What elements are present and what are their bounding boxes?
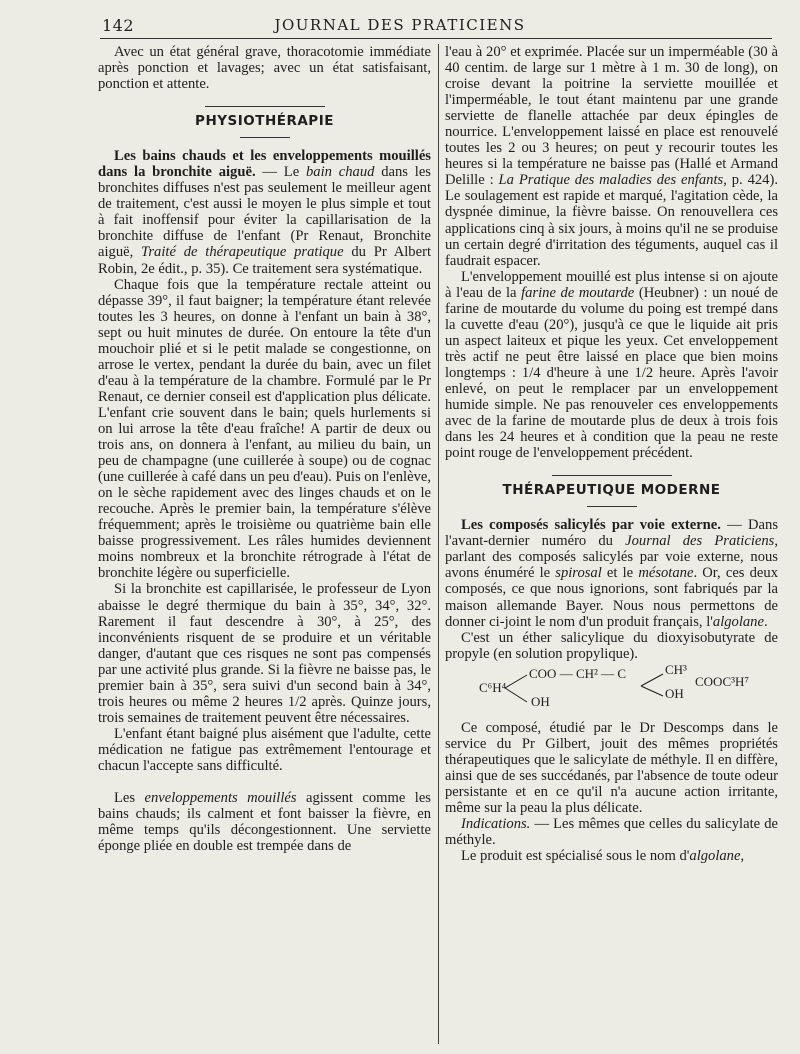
page-number: 142 bbox=[102, 16, 135, 35]
chemical-formula bbox=[445, 661, 778, 710]
section-heading-therapeutique-moderne: THÉRAPEUTIQUE MODERNE bbox=[502, 482, 721, 499]
column-divider bbox=[438, 44, 439, 1044]
article-title: Les composés salicylés par voie externe. bbox=[461, 517, 721, 534]
journal-title: JOURNAL DES PRATICIENS bbox=[274, 16, 526, 34]
article-paragraph: Le produit est spécialisé sous le nom d'algolane, bbox=[461, 848, 745, 865]
article-paragraph: Les composés salicylés par voie externe. — Dans l'avant-dernier numéro du Journal des Praticiens, parlant des composés salicylés par voie externe, nous avons énuméré le spirosal et le mésotane. Or, ces deux composés, ce que nous ignorions, sont fabriqués par la maison allemande Bayer. Nous nous permettons de donner ci-joint le nom d'un produit français, l'algolane. bbox=[445, 517, 779, 630]
intro-paragraph: Avec un état général grave, thoracotomie immédiate après ponction et lavages; avec un état satisfaisant, ponction et attente. bbox=[98, 44, 431, 93]
formula-ch3: CH³ bbox=[665, 661, 687, 677]
formula-chain: COO — CH² — C bbox=[529, 665, 627, 681]
formula-oh-upper: OH bbox=[665, 685, 684, 701]
article-title: Les bains chauds et les enveloppements mouillés dans la bronchite aiguë. bbox=[98, 148, 431, 181]
left-column bbox=[98, 44, 431, 854]
article-paragraph: C'est un éther salicylique du dioxyisobutyrate de propyle (en solution propylique). bbox=[445, 629, 778, 662]
article-paragraph: Ce composé, étudié par le Dr Descomps dans le service du Pr Gilbert, jouit des mêmes propriétés thérapeutiques que le salicylate de méthyle. Il en diffère, ainsi que de ses succédanés, par l'absence de toute odeur persistante et en ce qu'il n'a aucune action irritante, même sur la peau la plus délicate. bbox=[445, 719, 778, 816]
header-rule bbox=[100, 38, 772, 39]
article-paragraph: Chaque fois que la température rectale atteint ou dépasse 39°, il faut baigner; la température étant relevée toutes les 3 heures, on donne à l'enfant un bain à 38°, sept ou huit minutes de durée. On entoure la tête d'un mouchoir plié et si le petit malade se congestionne, on arrose le vertex, pendant la durée du bain, avec un filet d'eau à la température de la chambre. Formulé par le Pr Renaut, ce dernier conseil est d'application plus délicate. L'enfant crie souvent dans le bain; quels hurlements si on lui arrose la tête d'eau fraîche! A partir de deux ou trois ans, on donnera à l'enfant, au milieu du bain, un peu de champagne (une cuillerée à soupe) ou de cognac (une cuillerée à café dans un peu d'eau). Puis on l'enlève, on le sèche rapidement avec des linges chauds et on le recouche. Après le premier bain, la température s'élève fréquemment; après le troisième ou quatrième bain elle baisse progressivement. Les râles humides deviennent moins nombreux et la bronchite rétrograde à l'état de bronchite légère ou superficielle. bbox=[98, 276, 431, 582]
article-paragraph: L'enveloppement mouillé est plus intense si on ajoute à l'eau de la farine de moutarde (Heubner) : un noué de farine de moutarde du volume du poing est trempé dans la cuvette d'eau (20°), jusqu'à ce que le liquide ait pris un aspect laiteux et pique les yeux. Cet enveloppement très actif ne peut être laissé en place que bien moins longtemps : 1/4 d'heure à une 1/2 heure. Après l'avoir enlevé, on peut le remplacer par un enveloppement humide simple. Ne pas renouveler ces enveloppements avec de la farine de moutarde plus de deux à trois fois dans les 24 heures et à condition que la peau ne reste point rouge de l'enveloppement précédent. bbox=[445, 268, 778, 462]
article-paragraph: Les enveloppements mouillés agissent comme les bains chauds; ils calment et font baisser la fièvre, en même temps qu'ils décongestionnent. Une serviette éponge pliée en double est trempée dans de bbox=[98, 790, 431, 855]
article-paragraph: Les bains chauds et les enveloppements mouillés dans la bronchite aiguë. — Le bain chaud dans les bronchites diffuses n'est pas seulement le meilleur agent de traitement, c'est aussi le moyen le plus simple et tout à fait inoffensif pour éviter la capillarisation de la bronchite diffuse de l'enfant (Pr Renaut, Bronchite aiguë, Traité de thérapeutique pratique du Pr Albert Robin, 2e édit., p. 35). Ce traitement sera systématique. bbox=[98, 148, 431, 277]
running-head bbox=[0, 0, 800, 40]
section-heading-physiotherapie: PHYSIOTHÉRAPIE bbox=[195, 113, 334, 130]
article-paragraph: L'enfant étant baigné plus aisément que l'adulte, cette médication ne fatigue pas extrêmement l'entourage et chacun l'accepte sans difficulté. bbox=[98, 725, 431, 774]
article-paragraph: Indications. — Les mêmes que celles du salicylate de méthyle. bbox=[445, 815, 778, 849]
right-column bbox=[445, 44, 778, 864]
article-paragraph: Si la bronchite est capillarisée, le professeur de Lyon abaisse le degré thermique du bain à 35°, 34°, 32°. Rarement il faut descendre à 30°, à 25°, des inconvénients risquent de se produire et un véritable danger, d'autant que ces risques ne sont pas compensés par une activité plus grande. Si la fièvre ne baisse pas, le premier bain à 35°, sera suivi d'un second bain à 34°, trois heures ou même 2 heures 1/2 après. Quinze jours, trois semaines de traitement peuvent être nécessaires. bbox=[98, 581, 431, 726]
formula-oh-lower: OH bbox=[531, 693, 550, 709]
formula-ester: COOC³H⁷ bbox=[695, 673, 749, 689]
formula-c6h4: C⁶H⁴ bbox=[479, 679, 507, 695]
article-paragraph: l'eau à 20° et exprimée. Placée sur un imperméable (30 à 40 centim. de large sur 1 mètre à 1 m. 30 de long), on croise devant la poitrine la serviette mouillée et l'imperméable, le tout étant maintenu par une grande serviette de flanelle attachée par deux épingles de nourrice. L'enveloppement laissé en place est renouvelé toutes les 2 ou 3 heures; on peut y recourir toutes les heures si la température ne baisse pas (Hallé et Armand Delille : La Pratique des maladies des enfants, p. 424). Le soulagement est rapide et marqué, l'agitation cède, la dyspnée diminue, la fièvre baisse. On renouvellera ces applications cinq à six jours, à moins qu'il ne se produise un certain degré d'irritation des téguments, auquel cas il faudrait espacer. bbox=[445, 44, 778, 269]
